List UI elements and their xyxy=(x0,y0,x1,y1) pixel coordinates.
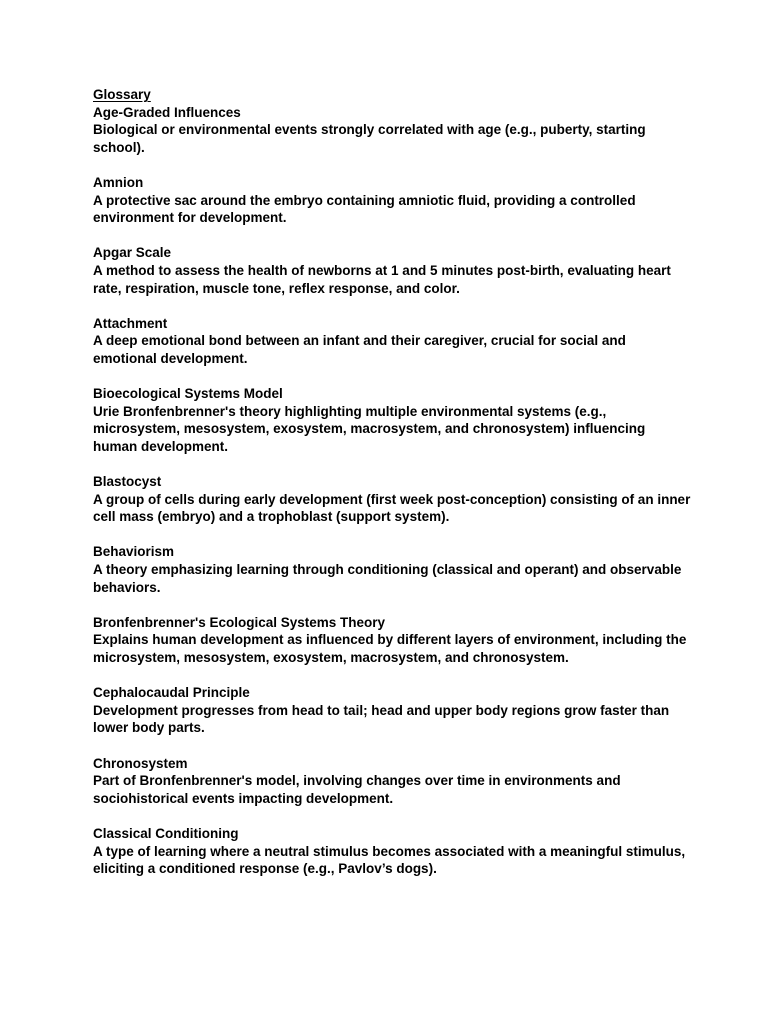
glossary-entry xyxy=(93,755,693,808)
glossary-term: Age-Graded Influences xyxy=(93,104,241,120)
glossary-term: Blastocyst xyxy=(93,474,162,490)
glossary-heading: Glossary xyxy=(93,87,151,102)
glossary-entry xyxy=(93,104,693,157)
glossary-definition: Development progresses from head to tail; head and upper body regions grow faster than lower body parts. xyxy=(93,702,670,736)
glossary-term: Cephalocaudal Principle xyxy=(93,685,250,701)
glossary-definition: A group of cells during early development (first week post-conception) consisting of an inner cell mass (embryo) and a trophoblast (support system). xyxy=(93,491,691,525)
glossary-definition: A protective sac around the embryo containing amniotic fluid, providing a controlled environment for development. xyxy=(93,192,636,226)
glossary-term: Apgar Scale xyxy=(93,245,172,261)
glossary-entry xyxy=(93,174,693,227)
glossary-term: Amnion xyxy=(93,174,144,190)
glossary-definition: A method to assess the health of newborns at 1 and 5 minutes post-birth, evaluating heart rate, respiration, muscle tone, reflex response, and color. xyxy=(93,262,671,296)
glossary-definition: A deep emotional bond between an infant and their caregiver, crucial for social and emotional development. xyxy=(93,333,626,366)
glossary-entry xyxy=(93,543,693,596)
glossary-term: Chronosystem xyxy=(93,755,188,771)
glossary-entry xyxy=(93,315,693,368)
glossary-entry xyxy=(93,473,693,526)
glossary-term: Bioecological Systems Model xyxy=(93,386,283,402)
glossary-entry xyxy=(93,385,693,455)
glossary-term: Bronfenbrenner's Ecological Systems Theory xyxy=(93,614,386,630)
glossary-definition: A theory emphasizing learning through conditioning (classical and operant) and observable behaviors. xyxy=(93,562,682,595)
glossary-definition: Biological or environmental events strongly correlated with age (e.g., puberty, starting school). xyxy=(93,122,646,155)
glossary-definition: Explains human development as influenced by different layers of environment, including the microsystem, mesosystem, exosystem, macrosystem, and chronosystem. xyxy=(93,632,687,665)
glossary-entry xyxy=(93,614,693,667)
glossary-definition: Urie Bronfenbrenner's theory highlighting multiple environmental systems (e.g., microsystem, mesosystem, exosystem, macrosystem, and chronosystem) influencing human development. xyxy=(93,403,646,454)
glossary-definition: A type of learning where a neutral stimulus becomes associated with a meaningful stimulus, eliciting a conditioned response (e.g., Pavlov’s dogs). xyxy=(93,843,686,877)
glossary-entry xyxy=(93,244,693,297)
glossary-entry xyxy=(93,825,693,878)
glossary-definition: Part of Bronfenbrenner's model, involving changes over time in environments and sociohistorical events impacting development. xyxy=(93,773,621,806)
glossary-document xyxy=(93,86,693,895)
glossary-entry xyxy=(93,684,693,737)
glossary-term: Behaviorism xyxy=(93,544,175,560)
glossary-term: Attachment xyxy=(93,315,168,331)
glossary-term: Classical Conditioning xyxy=(93,825,239,841)
